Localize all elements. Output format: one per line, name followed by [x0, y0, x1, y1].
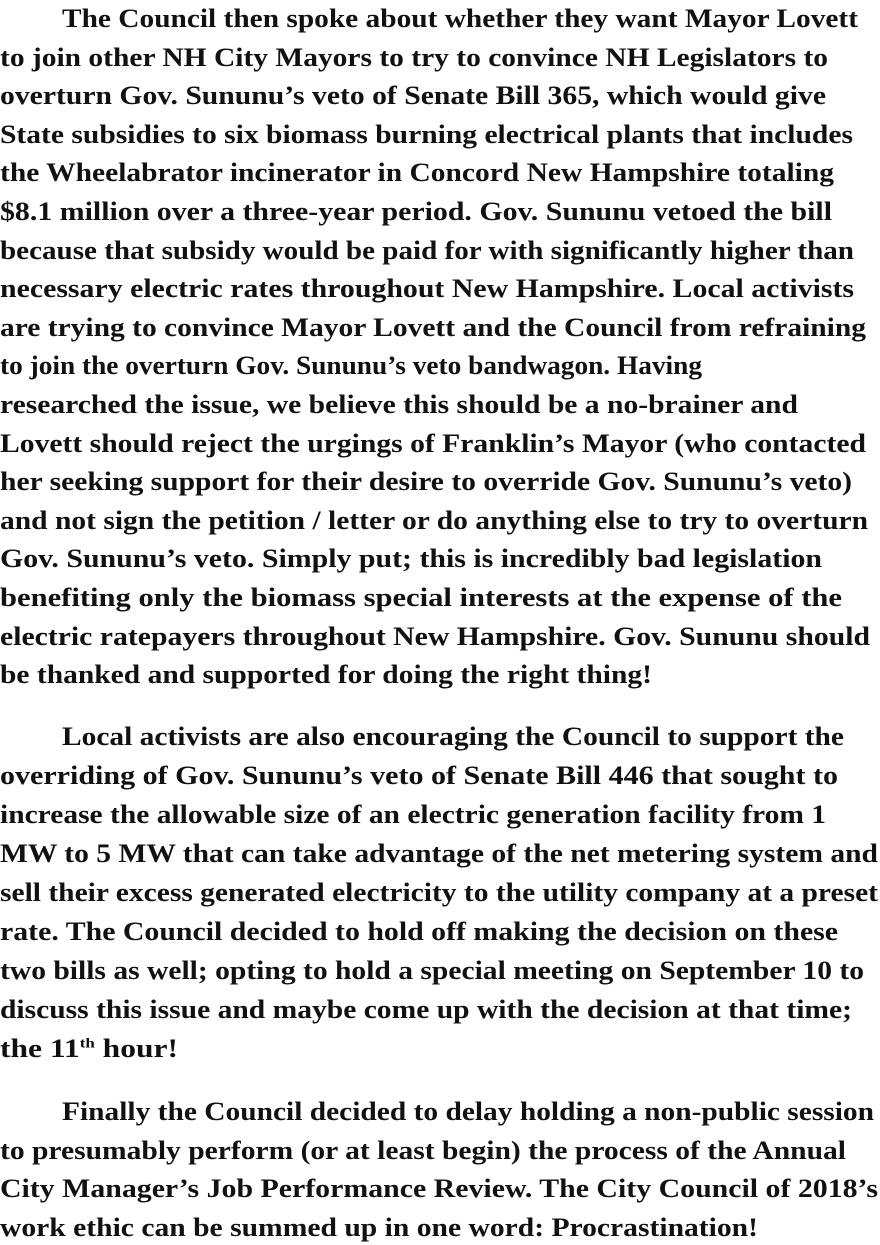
- text-line: sell their excess generated electricity to the utility company at a preset: [0, 878, 879, 907]
- text-line: [0, 1034, 178, 1064]
- text-line: rate. The Council decided to hold off making the decision on these: [0, 917, 839, 946]
- text-line: Lovett should reject the urgings of Franklin’s Mayor (who contacted: [0, 428, 866, 458]
- text-line: overturn Gov. Sununu’s veto of Senate Bill 365, which would give: [0, 81, 826, 111]
- text-line: her seeking support for their desire to override Gov. Sununu’s veto): [0, 467, 853, 497]
- text-line: discuss this issue and maybe come up with the decision at that time;: [0, 995, 852, 1024]
- text-fragment: the 11: [0, 1034, 80, 1063]
- text-line: $8.1 million over a three-year period. Gov. Sununu vetoed the bill: [0, 197, 832, 226]
- ordinal-suffix: th: [79, 1036, 95, 1052]
- text-line: necessary electric rates throughout New Hampshire. Local activists: [0, 274, 855, 304]
- text-line: benefiting only the biomass special interests at the expense of the: [0, 583, 843, 612]
- text-line: the Wheelabrator incinerator in Concord New Hampshire totaling: [0, 158, 834, 188]
- text-line: be thanked and supported for doing the right thing!: [0, 660, 652, 690]
- text-line: Gov. Sununu’s veto. Simply put; this is incredibly bad legislation: [0, 544, 823, 574]
- text-line: to join other NH City Mayors to try to convince NH Legislators to: [0, 42, 829, 72]
- text-line: electric ratepayers throughout New Hampshire. Gov. Sununu should: [0, 621, 871, 651]
- text-line: two bills as well; opting to hold a special meeting on September 10 to: [0, 956, 865, 985]
- text-line: and not sign the petition / letter or do anything else to try to overturn: [0, 505, 869, 535]
- text-line: The Council then spoke about whether they want Mayor Lovett: [62, 4, 858, 33]
- text-line: are trying to convince Mayor Lovett and the Council from refraining: [0, 312, 867, 342]
- text-line: to join the overturn Gov. Sununu’s veto bandwagon. Having: [0, 351, 703, 381]
- text-line: increase the allowable size of an electric generation facility from 1: [0, 800, 827, 829]
- text-fragment: hour!: [94, 1034, 178, 1063]
- text-line: to presumably perform (or at least begin) the process of the Annual: [0, 1135, 847, 1165]
- text-line: City Manager’s Job Performance Review. The City Council of 2018’s: [0, 1174, 879, 1204]
- text-line: Local activists are also encouraging the Council to support the: [62, 722, 844, 751]
- text-line: researched the issue, we believe this should be a no-brainer and: [0, 390, 798, 419]
- text-line: State subsidies to six biomass burning electrical plants that includes: [0, 119, 854, 149]
- text-line: work ethic can be summed up in one word: Procrastination!: [0, 1213, 758, 1243]
- text-line: MW to 5 MW that can take advantage of the net metering system and: [0, 839, 878, 868]
- text-line: because that subsidy would be paid for with significantly higher than: [0, 235, 854, 265]
- text-line: Finally the Council decided to delay holding a non-public session: [62, 1097, 874, 1126]
- text-line: overriding of Gov. Sununu’s veto of Senate Bill 446 that sought to: [0, 761, 839, 790]
